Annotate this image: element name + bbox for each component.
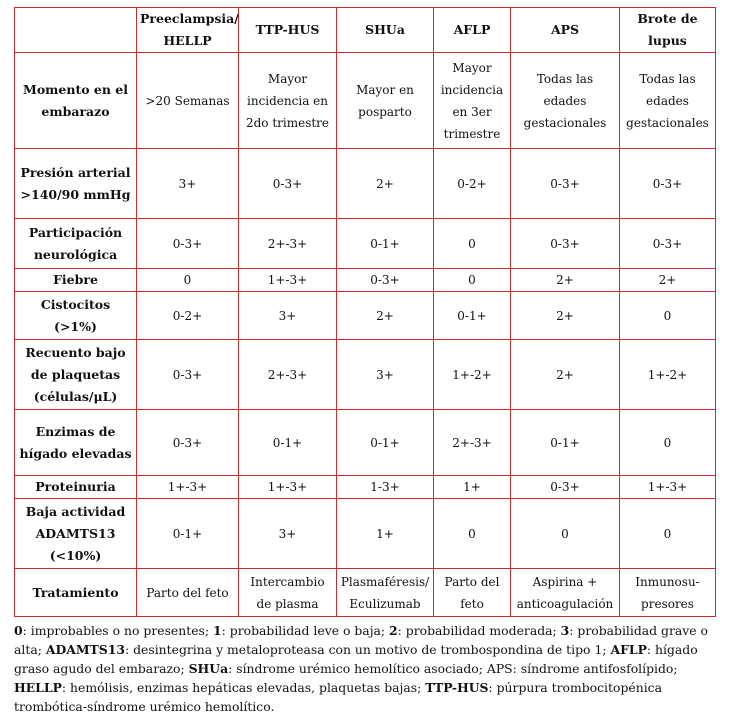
header-aflp: AFLP (434, 8, 511, 53)
table-cell: 0-1+ (239, 410, 337, 476)
legend-key: SHUa (188, 661, 229, 676)
row-label: Proteinuria (15, 476, 137, 499)
row-label: Presión arterial >140/90 mmHg (15, 149, 137, 219)
legend-text: : hemólisis, enzimas hepáticas elevadas, plaquetas bajas; (61, 680, 426, 695)
table-row (15, 410, 716, 476)
table-cell: 0-3+ (511, 476, 620, 499)
row-label: Fiebre (15, 269, 137, 292)
table-cell: Todas las edades gestacionales (620, 53, 716, 149)
table-row (15, 476, 716, 499)
legend-key: 0 (14, 623, 23, 638)
row-label: Baja actividad ADAMTS13 (<10%) (15, 499, 137, 569)
table-cell: 0 (434, 269, 511, 292)
table-cell: 1+-3+ (620, 476, 716, 499)
table-cell: Mayor incidencia en 3er trimestre (434, 53, 511, 149)
table-cell: Intercambio de plasma (239, 569, 337, 617)
table-cell: 0 (620, 499, 716, 569)
table-cell: 1+-2+ (434, 340, 511, 410)
legend-text: : probabilidad grave o alta; (14, 623, 709, 657)
legend-text: : síndrome urémico hemolítico asociado; APS: síndrome antifosfolípido; (228, 661, 678, 676)
table-cell: 0-2+ (434, 149, 511, 219)
table-cell: 0 (434, 219, 511, 269)
table-cell: 2+-3+ (239, 340, 337, 410)
header-row (15, 8, 716, 53)
legend-key: HELLP (14, 680, 62, 695)
table-cell: 3+ (337, 340, 434, 410)
table-cell: 0-3+ (620, 219, 716, 269)
header-preeclampsia-hellp: Preeclampsia/ HELLP (137, 8, 239, 53)
table-cell: 1+ (434, 476, 511, 499)
table-cell: 0-3+ (137, 340, 239, 410)
table-cell: 3+ (137, 149, 239, 219)
table-row (15, 340, 716, 410)
row-label: Recuento bajo de plaquetas (células/μL) (15, 340, 137, 410)
table-legend (14, 621, 720, 716)
legend-text: : improbables o no presentes; (22, 623, 214, 638)
legend-text: : probabilidad moderada; (397, 623, 561, 638)
table-cell: 2+ (511, 340, 620, 410)
table-row (15, 292, 716, 340)
table-cell: Inmunosu-presores (620, 569, 716, 617)
table-cell: 0-3+ (137, 410, 239, 476)
legend-text: : púrpura trombocitopénica trombótica-síndrome urémico hemolítico. (14, 680, 662, 714)
table-cell: 2+-3+ (239, 219, 337, 269)
table-cell: 0-3+ (239, 149, 337, 219)
header-shua: SHUa (337, 8, 434, 53)
legend-key: TTP-HUS (425, 680, 489, 695)
table-cell: 1-3+ (337, 476, 434, 499)
table-cell: Plasmaféresis/ Eculizumab (337, 569, 434, 617)
row-label: Participación neurológica (15, 219, 137, 269)
table-cell: Mayor incidencia en 2do trimestre (239, 53, 337, 149)
table-cell: 0-3+ (137, 219, 239, 269)
table-row (15, 219, 716, 269)
legend-text: : desintegrina y metaloproteasa con un motivo de trombospondina de tipo 1; (124, 642, 611, 657)
table-cell: Aspirina + anticoagulación (511, 569, 620, 617)
table-cell: 1+-3+ (137, 476, 239, 499)
table-cell: 0-3+ (511, 149, 620, 219)
table-cell: 0 (137, 269, 239, 292)
legend-text: : probabilidad leve o baja; (221, 623, 390, 638)
table-cell: >20 Semanas (137, 53, 239, 149)
legend-key: AFLP (610, 642, 647, 657)
table-cell: 0-1+ (511, 410, 620, 476)
legend-key: 2 (389, 623, 398, 638)
table-cell: 0-1+ (337, 410, 434, 476)
table-cell: 1+-2+ (620, 340, 716, 410)
table-cell: 2+ (511, 269, 620, 292)
comparison-table (14, 7, 716, 617)
row-label: Enzimas de hígado elevadas (15, 410, 137, 476)
table-cell: 0-1+ (337, 219, 434, 269)
header-ttp-hus: TTP-HUS (239, 8, 337, 53)
table-cell: 0-3+ (620, 149, 716, 219)
table-cell: 0 (620, 410, 716, 476)
table-cell: 0 (511, 499, 620, 569)
header-corner (15, 8, 137, 53)
table-cell: Mayor en posparto (337, 53, 434, 149)
table-cell: 0-3+ (337, 269, 434, 292)
legend-key: ADAMTS13 (45, 642, 125, 657)
table-cell: 0 (620, 292, 716, 340)
header-aps: APS (511, 8, 620, 53)
comparison-table-container (14, 7, 716, 617)
table-cell: Todas las edades gestacionales (511, 53, 620, 149)
table-row (15, 499, 716, 569)
table-cell: 2+ (620, 269, 716, 292)
table-cell: 1+-3+ (239, 269, 337, 292)
table-cell: 3+ (239, 499, 337, 569)
table-cell: 2+ (511, 292, 620, 340)
table-cell: 0 (434, 499, 511, 569)
table-cell: Parto del feto (137, 569, 239, 617)
header-brote-lupus: Brote de lupus (620, 8, 716, 53)
table-cell: 1+ (337, 499, 434, 569)
table-cell: 2+ (337, 149, 434, 219)
table-cell: 2+ (337, 292, 434, 340)
table-cell: 1+-3+ (239, 476, 337, 499)
row-label: Tratamiento (15, 569, 137, 617)
table-row (15, 149, 716, 219)
table-cell: 2+-3+ (434, 410, 511, 476)
table-cell: 0-1+ (137, 499, 239, 569)
row-label: Cistocitos (>1%) (15, 292, 137, 340)
table-row (15, 53, 716, 149)
table-cell: 3+ (239, 292, 337, 340)
legend-key: 3 (560, 623, 570, 638)
legend-text: : hígado graso agudo del embarazo; (14, 642, 698, 676)
table-cell: 0-3+ (511, 219, 620, 269)
row-label: Momento en el embarazo (15, 53, 137, 149)
table-cell: 0-1+ (434, 292, 511, 340)
legend-key: 1 (213, 623, 222, 638)
table-cell: Parto del feto (434, 569, 511, 617)
table-row (15, 569, 716, 617)
table-cell: 0-2+ (137, 292, 239, 340)
table-row (15, 269, 716, 292)
